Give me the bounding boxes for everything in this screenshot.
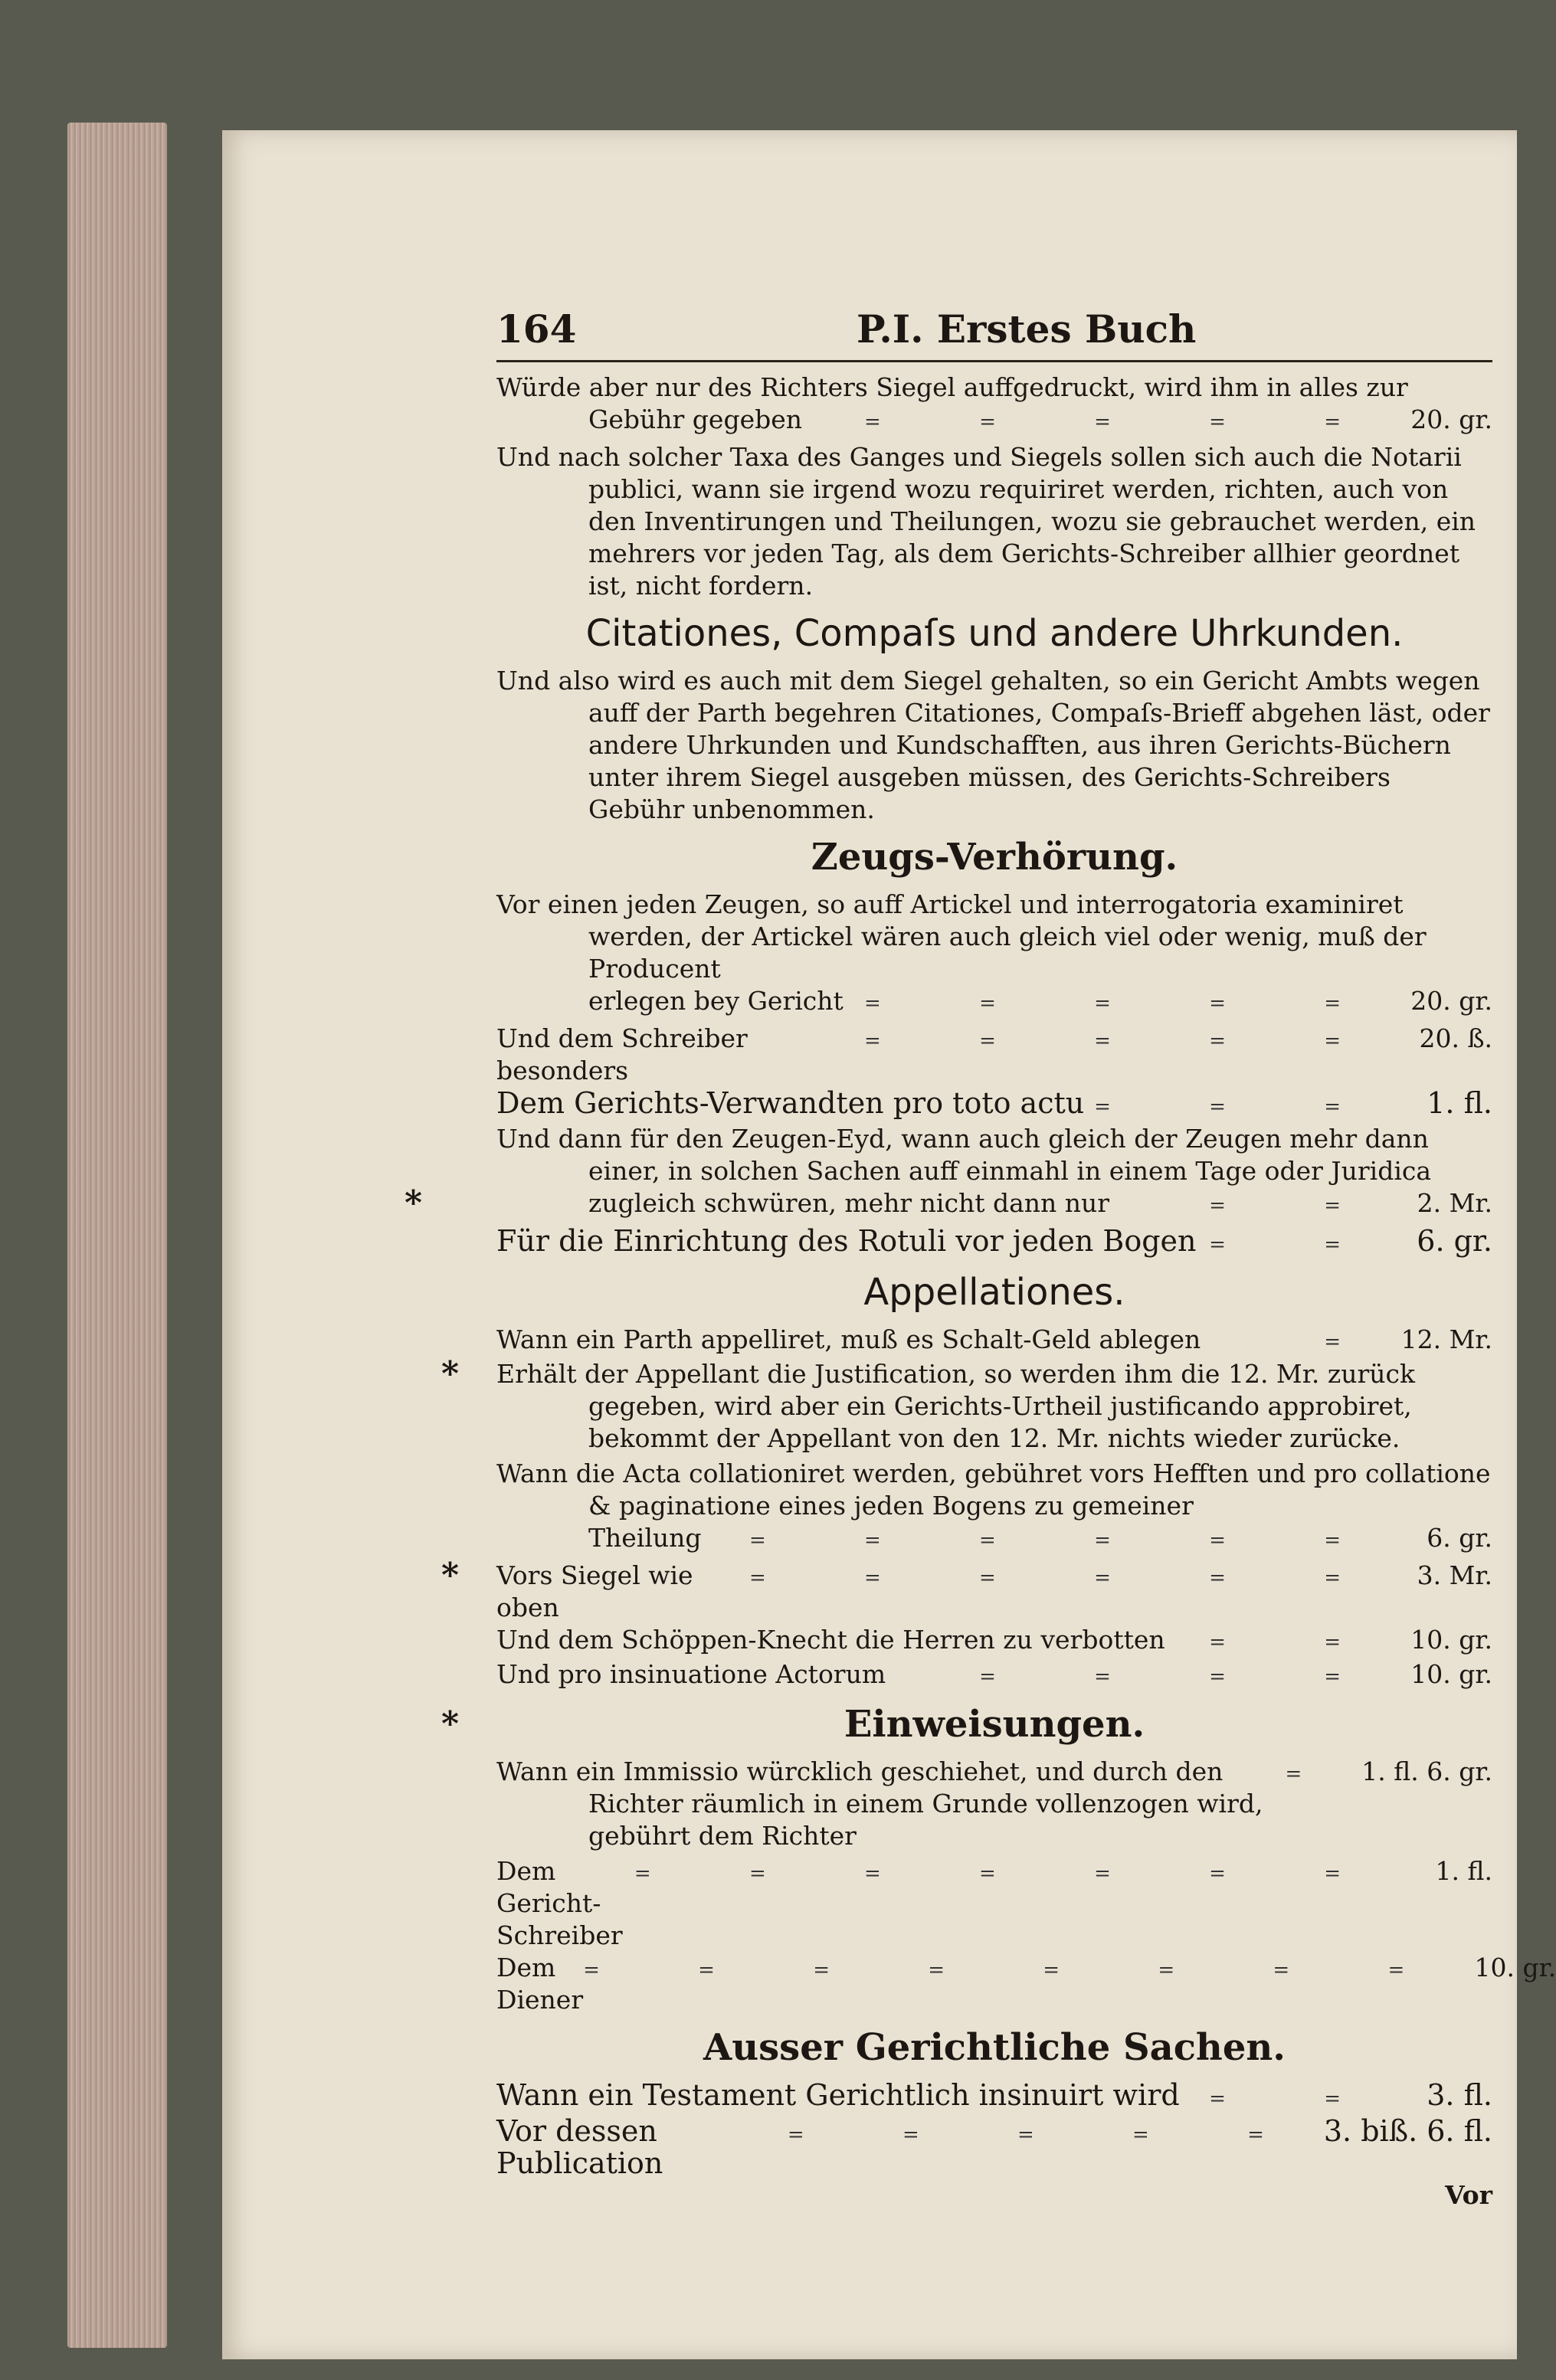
- entry-amount-row: [496, 404, 1492, 438]
- page-number: 164: [496, 306, 577, 352]
- fee-entry-zeugen: [496, 889, 1492, 1020]
- fee-amount: 20. ß.: [1419, 1023, 1492, 1053]
- fee-label: Dem Gericht-Schreiber: [496, 1856, 623, 1950]
- fee-amount: 1. fl. 6. gr.: [1361, 1756, 1492, 1786]
- leader-dots: = = =: [1094, 1095, 1387, 1118]
- fee-label: Wann ein Testament Gerichtlich insinuirt wird: [496, 2078, 1180, 2112]
- page-content: [405, 306, 1556, 2211]
- leader-dots: = = = =: [979, 1665, 1387, 1688]
- fee-label: Dem Diener: [496, 1953, 584, 2015]
- leader-dots: = =: [1209, 2087, 1387, 2110]
- section-heading-einweisungen: [441, 1701, 1492, 1748]
- fee-line: [496, 1855, 1492, 1952]
- section-heading-citationes: Citationes, Compaſs und andere Uhrkunden.: [585, 612, 1404, 655]
- entry-amount-row: [405, 1183, 1492, 1223]
- fee-entry-notarii: [496, 441, 1492, 602]
- fee-amount: 3. Mr.: [1417, 1560, 1492, 1590]
- entry-continuation: zugleich schwüren, mehr nicht dann nur: [588, 1188, 1110, 1218]
- entry-continuation: Theilung: [588, 1523, 702, 1553]
- fee-entry-zeugen-eyd: [405, 1123, 1492, 1223]
- leader-dots: = = = = = = = =: [583, 1959, 1451, 1982]
- fee-line: [496, 1952, 1556, 2016]
- entry-text: Und nach solcher Taxa des Ganges und Siegels sollen sich auch die Notarii publici, wann sie irgend wozu requiriret werden, richten, auch von den Inventirungen und Theilungen, wozu sie gebrauchet werden, ein mehrers vor jeden Tag, als dem Gerichts-Schreiber allhier geordnet ist, nicht fordern.: [496, 442, 1476, 601]
- leader-dots: =: [1324, 1331, 1387, 1354]
- fee-entry-acta: [496, 1458, 1492, 1557]
- fee-label: Und dem Schreiber besonders: [496, 1023, 748, 1085]
- fee-amount: 10. gr.: [1474, 1953, 1556, 1982]
- section-heading-zeugs: Zeugs-Verhörung.: [811, 836, 1178, 879]
- fee-label: Vor dessen Publication: [496, 2114, 663, 2180]
- leader-dots: = =: [1209, 1631, 1387, 1654]
- fee-amount: 6. gr.: [1417, 1224, 1492, 1258]
- entry-text: Erhält der Appellant die Justification, so werden ihm die 12. Mr. zurück gegeben, wird aber ein Gerichts-Urtheil justificando approbiret, bekommt der Appellant von den 12. Mr. nichts wieder zurücke.: [496, 1359, 1415, 1453]
- book-page-edges: [67, 123, 167, 2348]
- leader-dots: = = = = =: [864, 992, 1387, 1015]
- fee-label: Für die Einrichtung des Rotuli vor jeden Bogen: [496, 1224, 1197, 1258]
- fee-label: Vors Siegel wie oben: [496, 1560, 693, 1622]
- section-heading-ausser-gerichtliche: Ausser Gerichtliche Sachen.: [703, 2026, 1286, 2069]
- leader-dots: = = = = = =: [749, 1529, 1387, 1552]
- fee-amount: 20. gr.: [1410, 986, 1492, 1016]
- asterisk-marker: *: [441, 1354, 460, 1393]
- fee-amount: 6. gr.: [1427, 1523, 1492, 1553]
- fee-amount: 12. Mr.: [1400, 1324, 1492, 1354]
- fee-label: Dem Gerichts-Verwandten pro toto actu: [496, 1086, 1085, 1120]
- fee-amount: 1. fl.: [1435, 1856, 1492, 1886]
- fee-line: [496, 1324, 1492, 1358]
- fee-line: [496, 2079, 1492, 2115]
- fee-label: Und pro insinuatione Actorum: [496, 1659, 886, 1689]
- entry-text: Würde aber nur des Richters Siegel auffgedruckt, wird ihm in alles zur: [496, 372, 1408, 402]
- leader-dots: = = = = = =: [749, 1566, 1387, 1589]
- leader-dots: =: [1285, 1763, 1348, 1786]
- fee-line: [496, 1023, 1492, 1087]
- section-title: Einweisungen.: [844, 1703, 1145, 1746]
- fee-line: [441, 1556, 1492, 1624]
- entry-continuation: Gebühr gegeben: [588, 404, 803, 434]
- leader-dots: = =: [1209, 1233, 1387, 1256]
- entry-text: Und also wird es auch mit dem Siegel gehalten, so ein Gericht Ambts wegen auff der Parth begehren Citationes, Compaſs-Brieff abgehen läst, oder andere Uhrkunden und Kundschafften, aus ihren Gerichts-Büchern unter ihrem Siegel ausgeben müssen, des Gerichts-Schreibers Gebühr unbenommen.: [496, 666, 1490, 824]
- fee-amount: 3. biß. 6. fl.: [1323, 2114, 1492, 2148]
- catchword: Vor: [1445, 2180, 1492, 2210]
- page-header: [496, 306, 1492, 362]
- leader-dots: = = = = =: [864, 1030, 1387, 1053]
- fee-amount: 1. fl.: [1427, 1086, 1492, 1120]
- asterisk-marker: *: [441, 1556, 460, 1595]
- leader-dots: = = = = =: [787, 2123, 1310, 2146]
- fee-line: [496, 1225, 1492, 1261]
- asterisk-marker: *: [441, 1704, 460, 1743]
- entry-amount-row: [496, 1522, 1492, 1557]
- fee-amount: 2. Mr.: [1417, 1188, 1492, 1218]
- fee-entry-citationes: [496, 665, 1492, 826]
- entry-text: Wann ein Immissio würcklich geschiehet, und durch den Richter räumlich in einem Grunde vollenzogen wird, gebührt dem Richter: [496, 1756, 1263, 1851]
- fee-label: Wann ein Parth appelliret, muß es Schalt-Geld ablegen: [496, 1324, 1201, 1354]
- fee-amount: 10. gr.: [1410, 1659, 1492, 1689]
- fee-entry-immissio: [496, 1756, 1492, 1852]
- fee-entry-seal: [496, 372, 1492, 438]
- entry-text: Wann die Acta collationiret werden, gebühret vors Hefften und pro collatione & paginatione eines jeden Bogens zu gemeiner: [496, 1458, 1491, 1521]
- fee-label: Und dem Schöppen-Knecht die Herren zu verbotten: [496, 1625, 1165, 1655]
- leader-dots: = = = = =: [864, 411, 1387, 434]
- section-heading-appellationes: Appellationes.: [863, 1271, 1125, 1314]
- entry-text: Vor einen jeden Zeugen, so auff Artickel und interrogatoria examiniret werden, der Artickel wären auch gleich viel oder wenig, muß der Producent: [496, 889, 1427, 984]
- asterisk-marker: *: [405, 1183, 423, 1223]
- entry-continuation: erlegen bey Gericht: [588, 986, 844, 1016]
- fee-amount: 20. gr.: [1410, 404, 1492, 434]
- entry-amount-row: [496, 1756, 1492, 1852]
- fee-amount: 10. gr.: [1410, 1625, 1492, 1655]
- fee-line: [496, 2115, 1492, 2179]
- fee-amount: 3. fl.: [1427, 2078, 1492, 2112]
- entry-text: Und dann für den Zeugen-Eyd, wann auch gleich der Zeugen mehr dann einer, in solchen Sachen auff einmahl in einem Tage oder Juridica: [496, 1124, 1432, 1186]
- running-head: P.I. Erstes Buch: [857, 306, 1197, 352]
- leader-dots: = =: [1209, 1194, 1387, 1217]
- fee-line: [496, 1658, 1492, 1693]
- entry-amount-row: [496, 985, 1492, 1020]
- fee-entry-appellant: [441, 1354, 1492, 1455]
- fee-line: [496, 1087, 1492, 1123]
- fee-line: [496, 1624, 1492, 1658]
- leader-dots: = = = = = = =: [634, 1862, 1387, 1885]
